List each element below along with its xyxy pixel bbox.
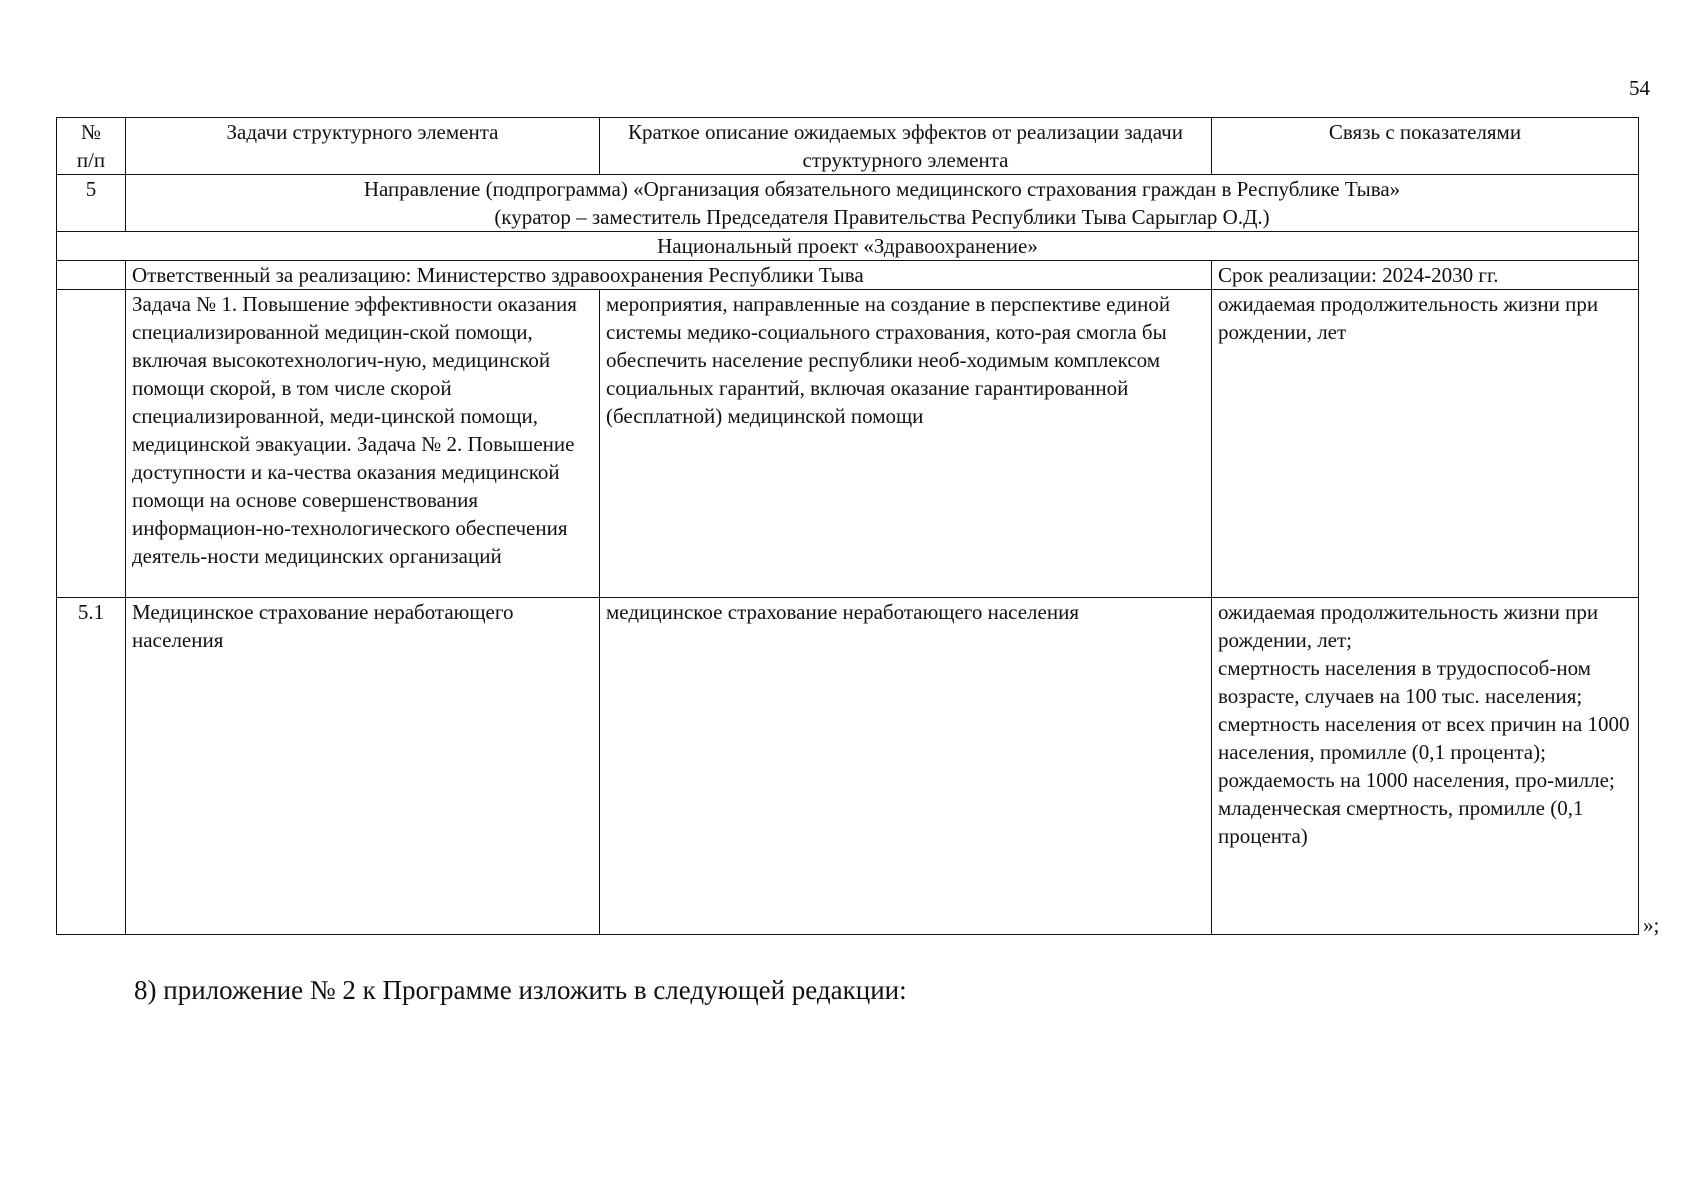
row-effects: медицинское страхование неработающего населения [600, 598, 1212, 935]
closing-quote: »; [1643, 913, 1660, 937]
header-num: № п/п [57, 118, 126, 175]
row-effects: мероприятия, направленные на создание в перспективе единой системы медико-социального страхования, кото-рая смогла бы обеспечить население республики необ-ходимым комплексом социальных гарантий, включая оказание гарантированной (бесплатной) медицинской помощи [600, 290, 1212, 598]
responsible-row [57, 261, 1639, 290]
section-title: Направление (подпрограмма) «Организация обязательного медицинского страхования граждан в Республике Тыва» (куратор – заместитель Председателя Правительства Республики Тыва Сарыглар О.Д.) [126, 175, 1639, 232]
program-table [56, 117, 1639, 935]
national-project-row [57, 232, 1639, 261]
responsible-num-cell [57, 261, 126, 290]
header-indicators: Связь с показателями [1212, 118, 1639, 175]
responsible: Ответственный за реализацию: Министерство здравоохранения Республики Тыва [126, 261, 1212, 290]
row-indicators: ожидаемая продолжительность жизни при рождении, лет; смертность населения в трудоспособ-ном возрасте, случаев на 100 тыс. населения; смертность населения от всех причин на 1000 населения, промилле (0,1 процента); рождаемость на 1000 населения, про-милле; младенческая смертность, промилле (0,1 процента) [1212, 598, 1639, 935]
table-row [57, 598, 1639, 935]
table-header-row [57, 118, 1639, 175]
header-tasks: Задачи структурного элемента [126, 118, 600, 175]
section-row [57, 175, 1639, 232]
section-num: 5 [57, 175, 126, 232]
row-indicators: ожидаемая продолжительность жизни при рождении, лет [1212, 290, 1639, 598]
row-num: 5.1 [57, 598, 126, 935]
term: Срок реализации: 2024-2030 гг. [1212, 261, 1639, 290]
table-row [57, 290, 1639, 598]
row-tasks: Задача № 1. Повышение эффективности оказания специализированной медицин-ской помощи, включая высокотехнологич-ную, медицинской помощи скорой, в том числе скорой специализированной, меди-цинской помощи, медицинской эвакуации. Задача № 2. Повышение доступности и ка-чества оказания медицинской помощи на основе совершенствования информацион-но-технологического обеспечения деятель-ности медицинских организаций [126, 290, 600, 598]
header-effects: Краткое описание ожидаемых эффектов от реализации задачи структурного элемента [600, 118, 1212, 175]
page-number: 54 [1629, 76, 1650, 100]
row-num [57, 290, 126, 598]
instruction-text: 8) приложение № 2 к Программе изложить в следующей редакции: [134, 975, 907, 1005]
row-tasks: Медицинское страхование неработающего населения [126, 598, 600, 935]
national-project: Национальный проект «Здравоохранение» [57, 232, 1639, 261]
